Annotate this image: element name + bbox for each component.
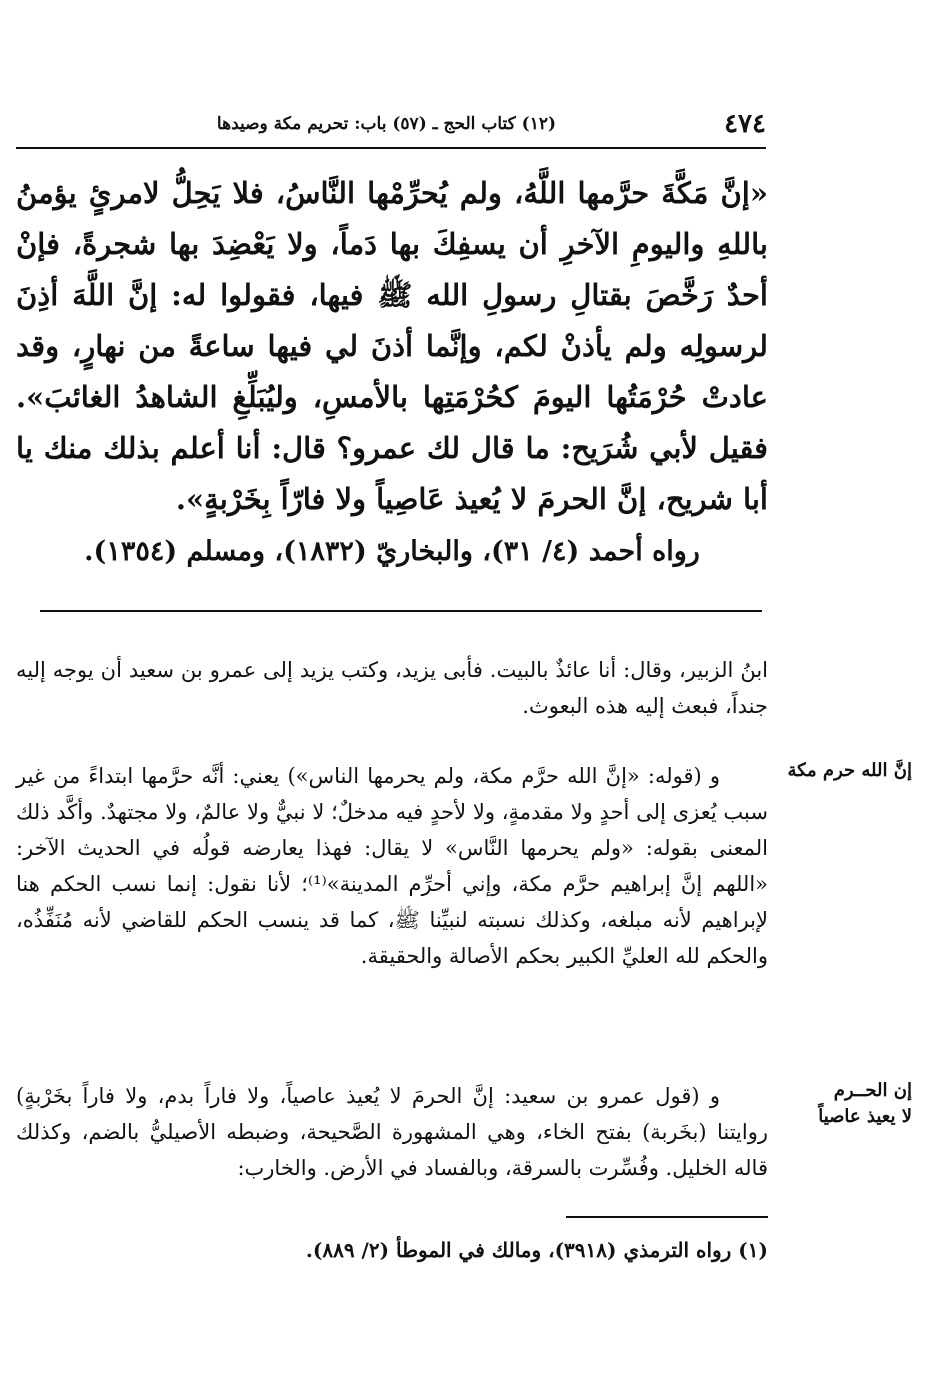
header-divider: [16, 147, 766, 149]
margin-note-2-line-1: إن الحــرم: [833, 1080, 912, 1101]
margin-note-1: إنَّ الله حرم مكة: [787, 760, 912, 781]
page-number: ٤٧٤: [724, 109, 766, 139]
commentary-paragraph-1: ابنُ الزبير، وقال: أنا عائذٌ بالبيت. فأبى يزيد، وكتب يزيد إلى عمرو بن سعيد أن يوجه إليه جنداً، فبعث إليه هذه البعوث.: [16, 658, 768, 718]
commentary-paragraph-2: و (قوله: «إنَّ الله حرَّم مكة، ولم يحرمها الناس») يعني: أنَّه حرَّمها ابتداءً من غير سبب يُعزى إلى أحدٍ ولا مقدمةٍ، ولا لأحدٍ فيه مدخلٌ؛ لا نبيٌّ ولا عالمٌ، ولا مجتهدٌ. وأكَّد ذلك المعنى بقوله: «ولم يحرمها النَّاس» لا يقال: فهذا يعارضه قولُه في الحديث الآخر: «اللهم إنَّ إبراهيم حرَّم مكة، وإني أحرِّم المدينة»⁽¹⁾؛ لأنا نقول: إنما نسب الحكم هنا لإبراهيم لأنه مبلغه، وكذلك نسبته لنبيِّنا ﷺ، كما قد ينسب الحكم للقاضي لأنه مُنَفِّذُه، والحكم لله العليِّ الكبير بحكم الأصالة والحقيقة.: [16, 764, 769, 968]
running-title: (١٢) كتاب الحج ـ (٥٧) باب: تحريم مكة وصيدها: [216, 114, 556, 134]
margin-note-2: [782, 1078, 912, 1130]
hadith-paragraph: «إنَّ مَكَّةَ حرَّمها اللَّهُ، ولم يُحرِّمْها النَّاسُ، فلا يَحِلُّ لامرئٍ يؤمنُ باللهِ واليومِ الآخرِ أن يسفِكَ بها دَماً، ولا يَعْضِدَ بها شجرةً، فإنْ أحدٌ رَخَّصَ بقتالِ رسولِ الله ﷺ فيها، فقولوا له: إنَّ اللَّهَ أذِنَ لرسولِه ولم يأذنْ لكم، وإنَّما أذنَ لي فيها ساعةً من نهارٍ، وقد عادتْ حُرْمَتُها اليومَ كحُرْمَتِها بالأمسِ، وليُبَلِّغِ الشاهدُ الغائبَ». فقيل لأبي شُرَيح: ما قال لك عمرو؟ قال: أنا أعلم بذلك منك يا أبا شريح، إنَّ الحرمَ لا يُعيذ عَاصِياً ولا فارّاً بِخَرْبةٍ».: [16, 176, 768, 516]
footnote: (١) رواه الترمذي (٣٩١٨)، ومالك في الموطأ (٢/ ٨٨٩).: [305, 1238, 768, 1262]
margin-note-2-line-2: لا يعيذ عاصياً: [818, 1106, 912, 1127]
commentary-paragraph-3: و (قول عمرو بن سعيد: إنَّ الحرمَ لا يُعيذ عاصياً، ولا فاراً بدم، ولا فاراً بخَرْبةٍ) روايتنا (بخَربة) بفتح الخاء، وهي المشهورة الصَّحيحة، وضبطه الأصيليُّ بالضم، وكذلك قاله الخليل. وفُسِّرت بالسرقة، وبالفساد في الأرض. والخارب:: [16, 1084, 768, 1180]
hadith-source: رواه أحمد (٤/ ٣١)، والبخاريّ (١٨٣٢)، ومسلم (١٣٥٤).: [84, 536, 700, 567]
footnote-divider: [566, 1216, 768, 1218]
page-header: [16, 104, 766, 144]
section-divider: [40, 610, 762, 612]
hadith-text: [16, 168, 768, 525]
